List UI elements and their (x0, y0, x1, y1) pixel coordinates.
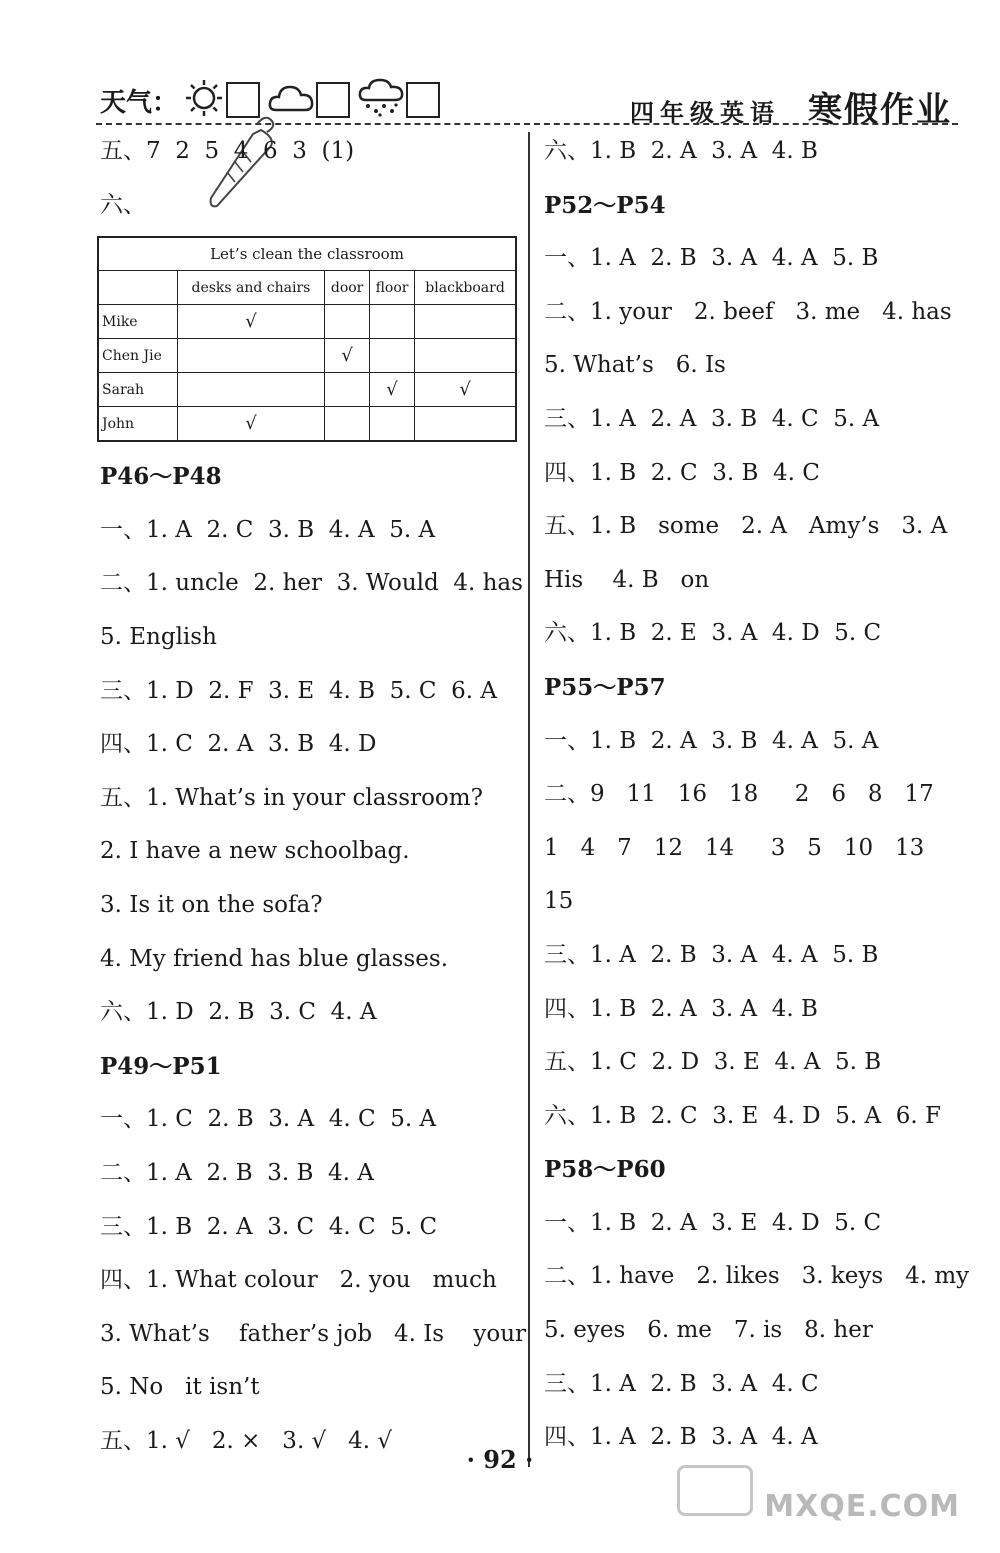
answer-line: 2. I have a new schoolbag. (100, 838, 410, 865)
table-cell: √ (177, 305, 325, 339)
table-cell: √ (177, 407, 325, 442)
answer-line: 三、1. A 2. B 3. A 4. A 5. B (544, 941, 879, 968)
answer-line: 1 4 7 12 14 3 5 10 13 (544, 834, 925, 861)
table-row (98, 305, 516, 339)
watermark-seal-icon (677, 1465, 753, 1516)
table-cell (325, 305, 370, 339)
watermark (677, 1465, 960, 1524)
answer-line: 5. eyes 6. me 7. is 8. her (544, 1317, 873, 1344)
table-cell: √ (415, 373, 516, 407)
answer-line: 五、1. √ 2. × 3. √ 4. √ (100, 1427, 393, 1454)
answer-line: 六、1. D 2. B 3. C 4. A (100, 999, 377, 1026)
section-heading: P55～P57 (544, 673, 666, 701)
answer-line: 3. Is it on the sofa? (100, 891, 323, 918)
row-header: Chen Jie (98, 339, 177, 373)
answer-line: 二、1. have 2. likes 3. keys 4. my (544, 1263, 970, 1290)
table-cell: √ (369, 373, 414, 407)
answer-line: 5. No it isn’t (100, 1374, 260, 1401)
row-header: Mike (98, 305, 177, 339)
snow-cloud-icon (358, 78, 404, 122)
section-heading: P49～P51 (100, 1052, 222, 1080)
answer-line: 一、1. C 2. B 3. A 4. C 5. A (100, 1106, 437, 1133)
answer-line: 四、1. What colour 2. you much (100, 1267, 497, 1294)
weather-checkbox-snow[interactable] (406, 82, 440, 118)
table-cell (177, 339, 325, 373)
answer-line: 六、1. B 2. A 3. A 4. B (544, 138, 818, 164)
answer-line: 五、1. B some 2. A Amy’s 3. A (544, 513, 948, 540)
table-cell (325, 373, 370, 407)
page-number: · 92 · (466, 1445, 534, 1474)
weather-label: 天气： (100, 87, 179, 118)
right-column (544, 125, 974, 1465)
table-caption: Let’s clean the classroom (98, 237, 516, 271)
answer-line: 二、1. A 2. B 3. B 4. A (100, 1159, 374, 1186)
cleaning-table (97, 236, 517, 442)
answer-line: 五、1. What’s in your classroom? (100, 784, 483, 811)
section-heading: P52～P54 (544, 191, 666, 219)
answer-line: 四、1. A 2. B 3. A 4. A (544, 1424, 818, 1451)
section-heading: P58～P60 (544, 1156, 666, 1184)
row-header: John (98, 407, 177, 442)
cleaning-table-wrap (97, 236, 520, 442)
table-corner (98, 271, 177, 305)
answer-line: 5. What’s 6. Is (544, 352, 726, 379)
table-row (98, 339, 516, 373)
answer-line: 六、1. B 2. E 3. A 4. D 5. C (544, 620, 882, 647)
answer-line: 一、1. A 2. C 3. B 4. A 5. A (100, 516, 436, 543)
answer-line: 五、7 2 5 4 6 3 (1) (100, 138, 355, 164)
answer-line: 二、1. uncle 2. her 3. Would 4. has (100, 570, 523, 597)
table-cell (177, 373, 325, 407)
answer-line: 4. My friend has blue glasses. (100, 945, 449, 972)
table-cell (369, 339, 414, 373)
answer-line: 三、1. A 2. A 3. B 4. C 5. A (544, 405, 880, 432)
answer-line: 3. What’s father’s job 4. Is your (100, 1320, 527, 1347)
answer-line: 五、1. C 2. D 3. E 4. A 5. B (544, 1049, 882, 1076)
table-row (98, 407, 516, 442)
answer-line: 四、1. C 2. A 3. B 4. D (100, 731, 377, 758)
answer-line: 一、1. A 2. B 3. A 4. A 5. B (544, 245, 879, 272)
answer-line: 15 (544, 888, 574, 915)
answer-line: 一、1. B 2. A 3. E 4. D 5. C (544, 1209, 882, 1236)
answer-line: 5. English (100, 623, 217, 650)
answer-line: 三、1. D 2. F 3. E 4. B 5. C 6. A (100, 677, 497, 704)
row-header: Sarah (98, 373, 177, 407)
answer-line: 一、1. B 2. A 3. B 4. A 5. A (544, 727, 879, 754)
table-row (98, 373, 516, 407)
table-cell (325, 407, 370, 442)
table-cell (415, 339, 516, 373)
page-header (0, 60, 1000, 130)
section-heading: P46～P48 (100, 463, 222, 491)
column-header: floor (369, 271, 414, 305)
table-cell (415, 407, 516, 442)
answer-line: His 4. B on (544, 566, 710, 593)
column-header: blackboard (415, 271, 516, 305)
left-column (100, 125, 527, 1468)
table-cell: √ (325, 339, 370, 373)
answer-line: 四、1. B 2. C 3. B 4. C (544, 459, 820, 486)
answer-line: 二、1. your 2. beef 3. me 4. has (544, 298, 952, 325)
answer-line: 六、1. B 2. C 3. E 4. D 5. A 6. F (544, 1102, 941, 1129)
weather-checkbox-cloud[interactable] (316, 82, 350, 118)
answer-line: 二、9 11 16 18 2 6 8 17 (544, 781, 934, 808)
column-header: desks and chairs (177, 271, 325, 305)
column-header: door (325, 271, 370, 305)
brand-title: 寒假作业 (808, 90, 952, 130)
grade-subject: 四年级英语 (630, 98, 780, 127)
table-cell (415, 305, 516, 339)
table-cell (369, 407, 414, 442)
answer-line: 六、 (100, 191, 146, 218)
column-divider (528, 132, 530, 1467)
answer-line: 四、1. B 2. A 3. A 4. B (544, 995, 818, 1022)
answer-line: 三、1. A 2. B 3. A 4. C (544, 1370, 819, 1397)
table-cell (369, 305, 414, 339)
answer-line: 三、1. B 2. A 3. C 4. C 5. C (100, 1213, 438, 1240)
watermark-text: MXQE.COM (764, 1489, 960, 1524)
